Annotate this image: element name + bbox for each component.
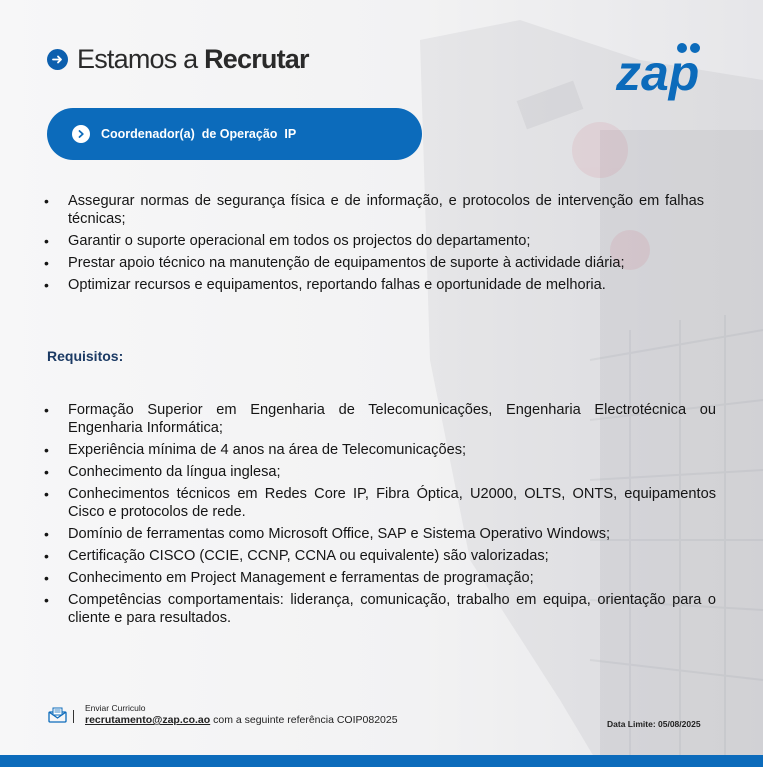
list-item: • Domínio de ferramentas como Microsoft Office, SAP e Sistema Operativo Windows;	[44, 525, 716, 543]
divider	[73, 710, 74, 723]
bottom-bar	[0, 755, 763, 767]
list-item: • Garantir o suporte operacional em todos os projectos do departamento;	[44, 232, 704, 250]
list-item: • Experiência mínima de 4 anos na área de Telecomunicações;	[44, 441, 716, 459]
requirements-heading: Requisitos:	[47, 348, 124, 364]
list-item: • Optimizar recursos e equipamentos, reportando falhas e oportunidade de melhoria.	[44, 276, 704, 294]
list-item: • Conhecimento em Project Management e ferramentas de programação;	[44, 569, 716, 587]
position-banner	[47, 108, 422, 160]
contact-line	[85, 714, 398, 726]
page-title: Estamos a Recrutar	[77, 44, 309, 74]
responsibilities-list	[44, 192, 704, 298]
list-item: • Conhecimentos técnicos em Redes Core IP, Fibra Óptica, U2000, OLTS, ONTS, equipamentos Cisco e protocolos de rede.	[44, 485, 716, 521]
list-item: • Competências comportamentais: liderança, comunicação, trabalho em equipa, orientação para o cliente e para resultados.	[44, 591, 716, 627]
reference-text: com a seguinte referência COIP082025	[210, 714, 398, 726]
arrow-right-icon	[47, 49, 68, 70]
mail-icon	[48, 707, 67, 728]
list-item: • Formação Superior em Engenharia de Telecomunicações, Engenharia Electrotécnica ou Engenharia Informática;	[44, 401, 716, 437]
list-item: • Prestar apoio técnico na manutenção de equipamentos de suporte à actividade diária;	[44, 254, 704, 272]
list-item: • Assegurar normas de segurança física e de informação, e protocolos de intervenção em falhas técnicas;	[44, 192, 704, 228]
deadline-text: Data Limite: 05/08/2025	[607, 719, 701, 729]
svg-text:zap: zap	[616, 45, 700, 101]
position-title: Coordenador(a) de Operação IP	[101, 127, 297, 141]
send-cv-label: Enviar Curriculo	[85, 703, 146, 713]
requirements-list	[44, 401, 716, 631]
zap-logo	[612, 40, 730, 111]
email-link[interactable]: recrutamento@zap.co.ao	[85, 714, 211, 726]
page-header	[47, 44, 309, 75]
chevron-right-icon	[72, 125, 90, 143]
list-item: • Certificação CISCO (CCIE, CCNP, CCNA ou equivalente) são valorizadas;	[44, 547, 716, 565]
list-item: • Conhecimento da língua inglesa;	[44, 463, 716, 481]
